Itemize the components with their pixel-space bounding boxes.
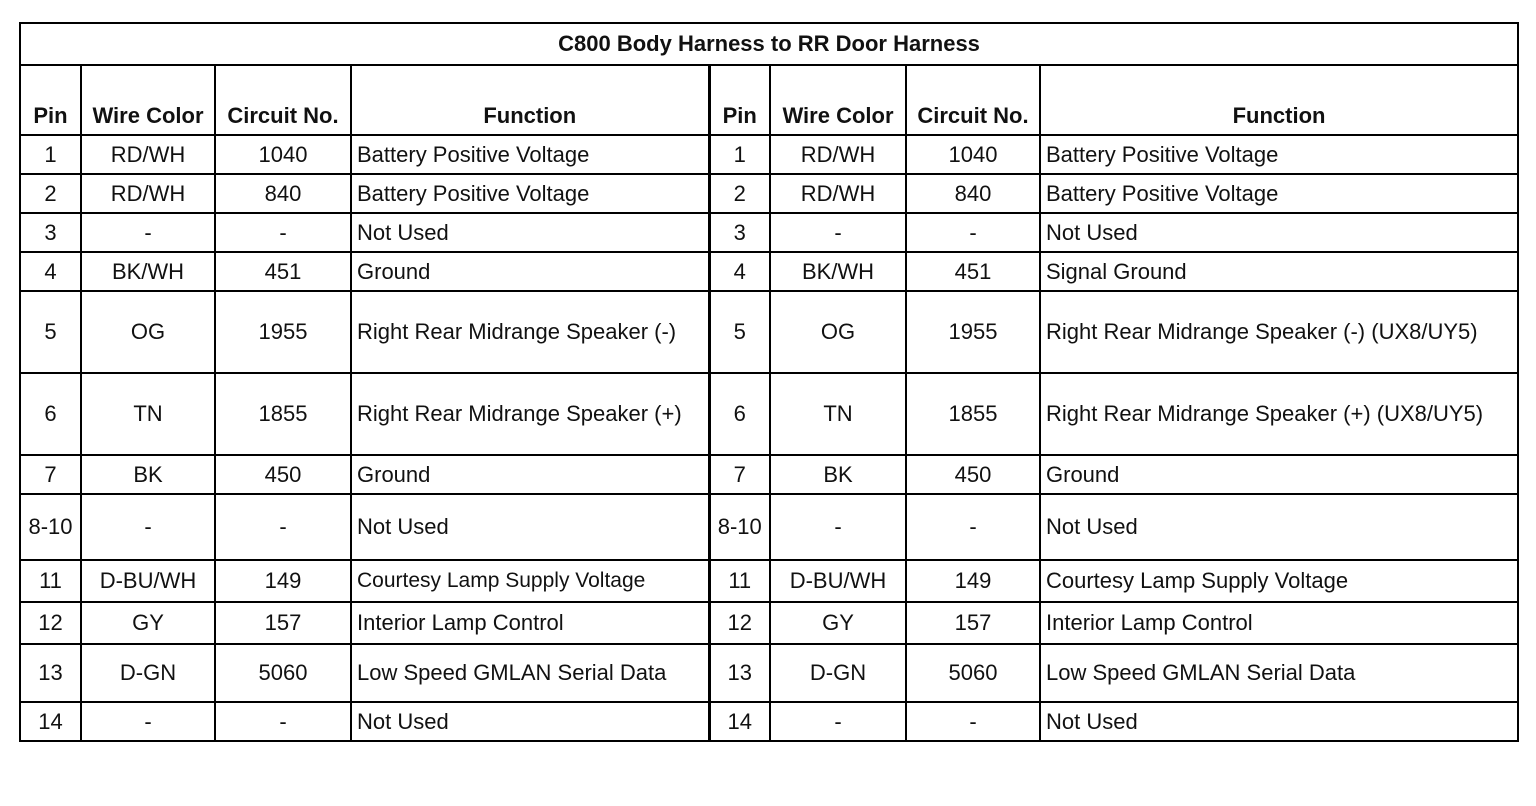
wire-color-cell: BK <box>81 455 215 494</box>
header-wire-color-right: Wire Color <box>770 65 906 135</box>
pin-cell: 12 <box>20 602 81 644</box>
function-cell: Right Rear Midrange Speaker (-) <box>351 291 709 373</box>
header-pin-left: Pin <box>20 65 81 135</box>
table-row <box>20 135 1518 174</box>
circuit-cell: 157 <box>906 602 1040 644</box>
pin-cell: 7 <box>709 455 770 494</box>
circuit-cell: 1040 <box>906 135 1040 174</box>
pin-cell: 6 <box>20 373 81 455</box>
function-cell: Ground <box>351 252 709 291</box>
pin-cell: 12 <box>709 602 770 644</box>
table-row <box>20 373 1518 455</box>
circuit-cell: 149 <box>906 560 1040 602</box>
circuit-cell: - <box>215 494 351 560</box>
function-cell: Not Used <box>1040 702 1518 741</box>
pin-cell: 5 <box>20 291 81 373</box>
circuit-cell: - <box>215 213 351 252</box>
wire-color-cell: - <box>770 213 906 252</box>
function-cell: Right Rear Midrange Speaker (-) (UX8/UY5) <box>1040 291 1518 373</box>
pin-cell: 7 <box>20 455 81 494</box>
circuit-cell: 149 <box>215 560 351 602</box>
pin-cell: 4 <box>20 252 81 291</box>
function-cell: Signal Ground <box>1040 252 1518 291</box>
pin-cell: 11 <box>20 560 81 602</box>
circuit-cell: 840 <box>906 174 1040 213</box>
circuit-cell: 451 <box>906 252 1040 291</box>
function-cell: Ground <box>351 455 709 494</box>
function-cell: Right Rear Midrange Speaker (+) (UX8/UY5) <box>1040 373 1518 455</box>
wire-color-cell: RD/WH <box>81 135 215 174</box>
connector-pinout-table <box>19 22 1519 742</box>
function-cell: Not Used <box>1040 213 1518 252</box>
wire-color-cell: RD/WH <box>770 135 906 174</box>
table-row <box>20 494 1518 560</box>
wire-color-cell: GY <box>770 602 906 644</box>
header-function-left: Function <box>351 65 709 135</box>
circuit-cell: 1955 <box>215 291 351 373</box>
pin-cell: 14 <box>20 702 81 741</box>
header-pin-right: Pin <box>709 65 770 135</box>
circuit-cell: 1040 <box>215 135 351 174</box>
function-cell: Courtesy Lamp Supply Voltage <box>1040 560 1518 602</box>
pin-cell: 8-10 <box>20 494 81 560</box>
circuit-cell: 450 <box>906 455 1040 494</box>
function-cell: Interior Lamp Control <box>351 602 709 644</box>
function-cell: Low Speed GMLAN Serial Data <box>1040 644 1518 702</box>
wire-color-cell: D-BU/WH <box>81 560 215 602</box>
pin-cell: 14 <box>709 702 770 741</box>
wire-color-cell: - <box>770 702 906 741</box>
function-cell: Battery Positive Voltage <box>351 174 709 213</box>
wire-color-cell: TN <box>81 373 215 455</box>
pin-cell: 2 <box>20 174 81 213</box>
wire-color-cell: D-GN <box>770 644 906 702</box>
wire-color-cell: D-GN <box>81 644 215 702</box>
pin-cell: 13 <box>20 644 81 702</box>
table-row <box>20 213 1518 252</box>
wire-color-cell: BK/WH <box>81 252 215 291</box>
wire-color-cell: BK <box>770 455 906 494</box>
function-cell: Low Speed GMLAN Serial Data <box>351 644 709 702</box>
pin-cell: 3 <box>709 213 770 252</box>
wire-color-cell: OG <box>770 291 906 373</box>
table-row <box>20 455 1518 494</box>
header-circuit-no-left: Circuit No. <box>215 65 351 135</box>
table-row <box>20 702 1518 741</box>
pin-cell: 5 <box>709 291 770 373</box>
circuit-cell: 157 <box>215 602 351 644</box>
function-cell: Ground <box>1040 455 1518 494</box>
function-cell: Not Used <box>1040 494 1518 560</box>
table-row <box>20 644 1518 702</box>
circuit-cell: 1855 <box>215 373 351 455</box>
wire-color-cell: BK/WH <box>770 252 906 291</box>
function-cell: Battery Positive Voltage <box>1040 174 1518 213</box>
header-function-right: Function <box>1040 65 1518 135</box>
function-cell: Interior Lamp Control <box>1040 602 1518 644</box>
wire-color-cell: RD/WH <box>770 174 906 213</box>
wire-color-cell: TN <box>770 373 906 455</box>
function-cell: Battery Positive Voltage <box>1040 135 1518 174</box>
function-cell: Battery Positive Voltage <box>351 135 709 174</box>
function-cell: Not Used <box>351 702 709 741</box>
pin-cell: 1 <box>20 135 81 174</box>
wire-color-cell: OG <box>81 291 215 373</box>
circuit-cell: 5060 <box>906 644 1040 702</box>
pin-cell: 11 <box>709 560 770 602</box>
wire-color-cell: - <box>81 702 215 741</box>
table-row <box>20 560 1518 602</box>
circuit-cell: 840 <box>215 174 351 213</box>
wire-color-cell: RD/WH <box>81 174 215 213</box>
header-circuit-no-right: Circuit No. <box>906 65 1040 135</box>
pin-cell: 4 <box>709 252 770 291</box>
function-cell: Courtesy Lamp Supply Voltage <box>351 560 709 602</box>
circuit-cell: - <box>906 702 1040 741</box>
circuit-cell: 5060 <box>215 644 351 702</box>
circuit-cell: - <box>215 702 351 741</box>
circuit-cell: - <box>906 494 1040 560</box>
pin-cell: 1 <box>709 135 770 174</box>
function-cell: Not Used <box>351 494 709 560</box>
wire-color-cell: D-BU/WH <box>770 560 906 602</box>
pin-cell: 3 <box>20 213 81 252</box>
pin-cell: 6 <box>709 373 770 455</box>
circuit-cell: 451 <box>215 252 351 291</box>
wire-color-cell: - <box>81 213 215 252</box>
pin-cell: 2 <box>709 174 770 213</box>
circuit-cell: - <box>906 213 1040 252</box>
pin-cell: 8-10 <box>709 494 770 560</box>
wire-color-cell: - <box>770 494 906 560</box>
table-row <box>20 252 1518 291</box>
circuit-cell: 450 <box>215 455 351 494</box>
wire-color-cell: - <box>81 494 215 560</box>
table-row <box>20 291 1518 373</box>
header-wire-color-left: Wire Color <box>81 65 215 135</box>
function-cell: Right Rear Midrange Speaker (+) <box>351 373 709 455</box>
table-row <box>20 174 1518 213</box>
circuit-cell: 1855 <box>906 373 1040 455</box>
circuit-cell: 1955 <box>906 291 1040 373</box>
function-cell: Not Used <box>351 213 709 252</box>
pin-cell: 13 <box>709 644 770 702</box>
table-title: C800 Body Harness to RR Door Harness <box>20 23 1518 65</box>
table-row <box>20 602 1518 644</box>
wire-color-cell: GY <box>81 602 215 644</box>
